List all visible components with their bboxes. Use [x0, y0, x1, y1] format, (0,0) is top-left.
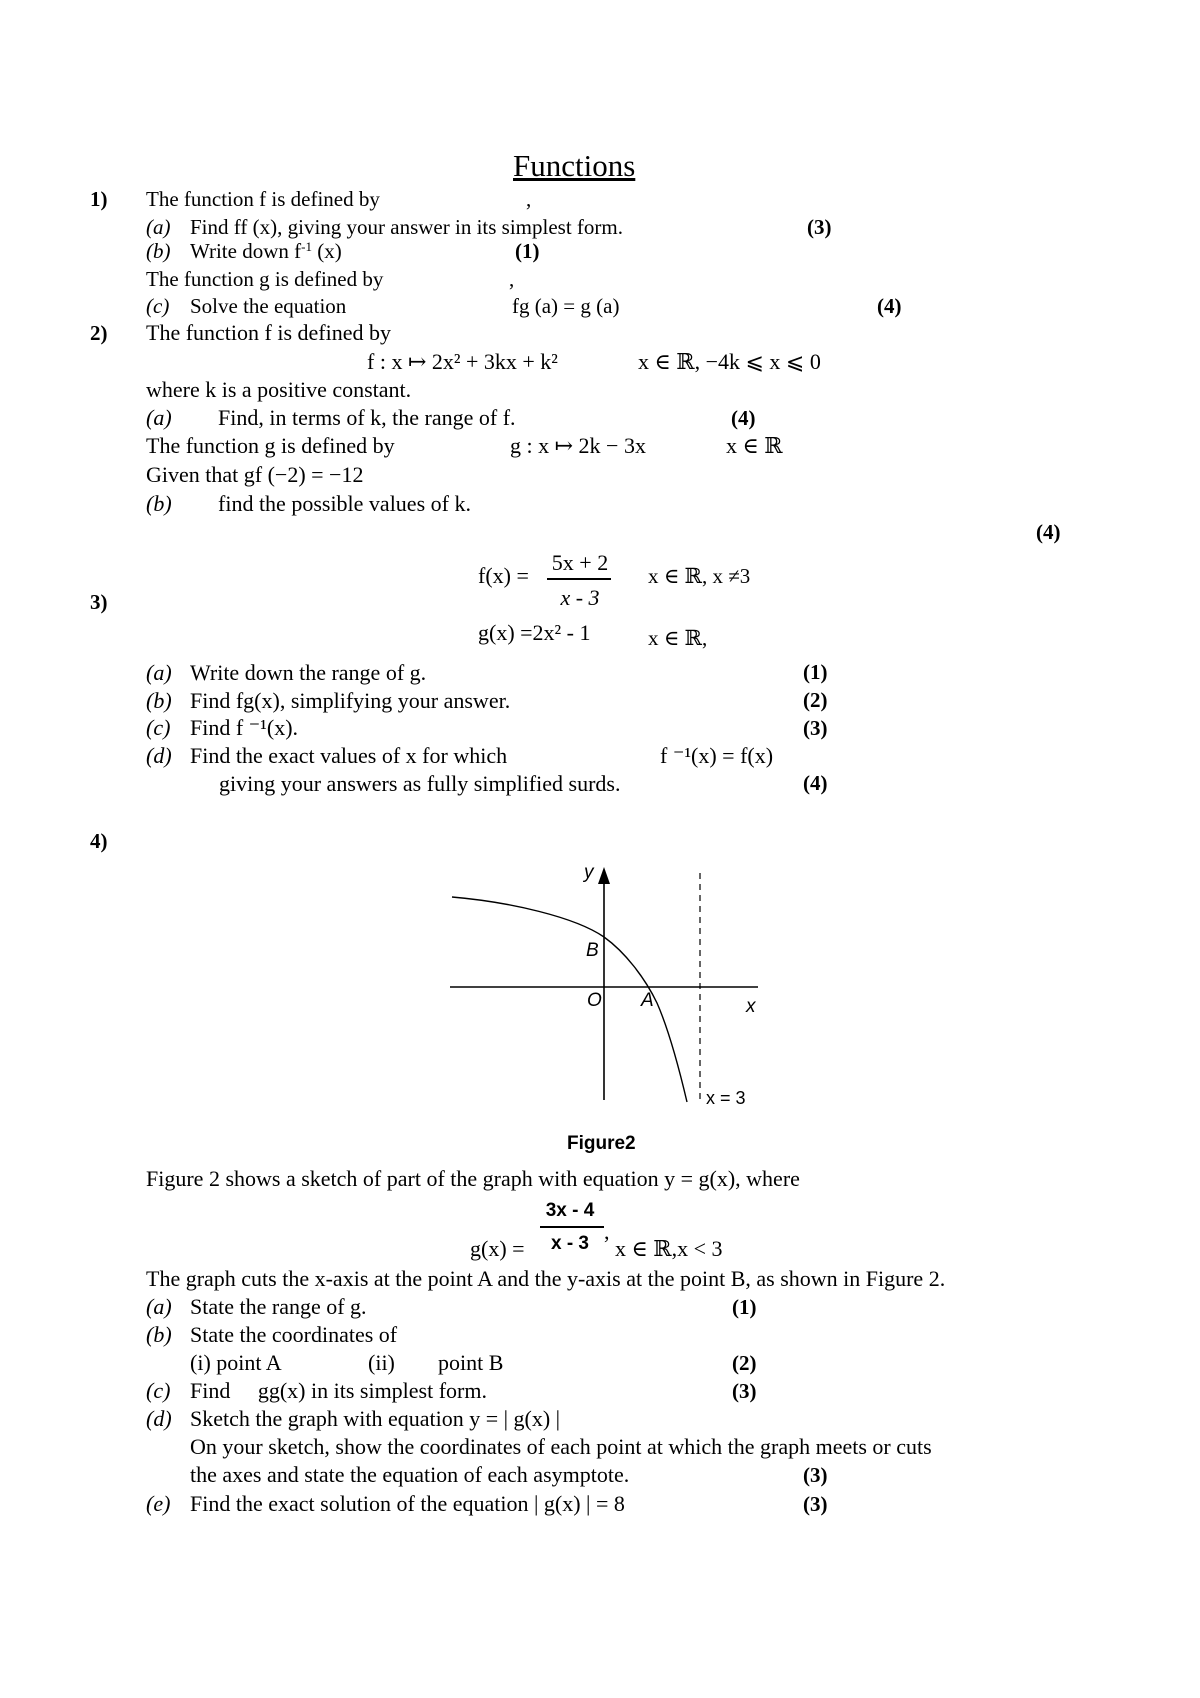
- q4-a-label: (a): [146, 1294, 172, 1319]
- x-axis-label: x: [746, 996, 756, 1017]
- q4-b-ii-text: point B: [438, 1350, 504, 1375]
- q1-a-marks: (3): [807, 215, 832, 239]
- y-axis-arrowhead: [598, 867, 610, 884]
- q4-b-i: (i) point A: [190, 1350, 282, 1375]
- q4-intro: Figure 2 shows a sketch of part of the graph with equation y = g(x), where: [146, 1166, 800, 1191]
- q3-c-text: Find f ⁻¹(x).: [190, 715, 299, 740]
- q3-f-domain: x ∈ ℝ, x ≠3: [648, 564, 751, 588]
- q4-g-comma: ,: [604, 1219, 610, 1244]
- q3-d-text2: giving your answers as fully simplified surds.: [219, 771, 621, 796]
- q1-b-label: (b): [146, 239, 171, 263]
- q3-c-marks: (3): [803, 716, 828, 740]
- q4-g-numerator: 3x - 4: [545, 1200, 595, 1221]
- q3-g-domain: x ∈ ℝ,: [648, 626, 708, 650]
- q4-d-text: Sketch the graph with equation y = | g(x) |: [190, 1406, 561, 1431]
- q1-number: 1): [90, 187, 108, 211]
- q1-line2: The function g is defined by: [146, 267, 384, 291]
- asymptote-label: x = 3: [706, 1088, 746, 1108]
- q4-d-text2: On your sketch, show the coordinates of each point at which the graph meets or cuts: [190, 1434, 932, 1459]
- q1-line1: The function f is defined by: [146, 187, 380, 211]
- q2-line1: The function f is defined by: [146, 320, 391, 345]
- point-b-label: B: [586, 940, 599, 961]
- q4-e-marks: (3): [803, 1492, 828, 1516]
- q3-a-marks: (1): [803, 660, 828, 684]
- q1-c-text: Solve the equation: [190, 294, 347, 318]
- q2-line3: The function g is defined by: [146, 433, 395, 458]
- q2-a-label: (a): [146, 405, 172, 430]
- q4-d-text3: the axes and state the equation of each asymptote.: [190, 1462, 630, 1487]
- q2-a-marks: (4): [731, 406, 756, 430]
- q4-g-fraction-bar: [540, 1226, 604, 1228]
- q4-b-label: (b): [146, 1322, 172, 1347]
- q2-b-text: find the possible values of k.: [218, 491, 471, 516]
- q4-a-text: State the range of g.: [190, 1294, 367, 1319]
- q3-b-text: Find fg(x), simplifying your answer.: [190, 688, 511, 713]
- q4-g-denominator: x - 3: [550, 1233, 590, 1254]
- origin-label: O: [587, 990, 602, 1011]
- y-axis-label: y: [584, 862, 594, 883]
- q1-c-marks: (4): [877, 294, 902, 318]
- q3-f-denominator: x - 3: [560, 585, 600, 610]
- q4-line2: The graph cuts the x-axis at the point A and the y-axis at the point B, as shown in Figure 2.: [146, 1266, 946, 1291]
- q4-a-marks: (1): [732, 1295, 757, 1319]
- q4-d-marks: (3): [803, 1463, 828, 1487]
- q4-c-marks: (3): [732, 1379, 757, 1403]
- q3-d-label: (d): [146, 743, 172, 768]
- q2-f-domain: x ∈ ℝ, −4k ⩽ x ⩽ 0: [638, 349, 821, 374]
- q2-f-definition: f : x ↦ 2x² + 3kx + k²: [367, 349, 558, 374]
- q3-b-marks: (2): [803, 688, 828, 712]
- q3-number: 3): [90, 590, 108, 614]
- q1-c-equation: fg (a) = g (a): [512, 294, 620, 318]
- q2-g-domain: x ∈ ℝ: [726, 433, 783, 458]
- q3-b-label: (b): [146, 688, 172, 713]
- q3-g-definition: g(x) =2x² - 1: [478, 620, 591, 645]
- q4-b-marks: (2): [732, 1351, 757, 1375]
- q1-comma2: ,: [509, 267, 515, 291]
- q3-f-numerator: 5x + 2: [551, 550, 609, 575]
- q3-d-text: Find the exact values of x for which: [190, 743, 508, 768]
- q2-g-definition: g : x ↦ 2k − 3x: [510, 433, 646, 458]
- q2-line4: Given that gf (−2) = −12: [146, 462, 364, 487]
- q3-d-equation: f ⁻¹(x) = f(x): [660, 743, 774, 768]
- q1-a-label: (a): [146, 215, 171, 239]
- q4-d-label: (d): [146, 1406, 172, 1431]
- q4-g-domain: x ∈ ℝ,x < 3: [615, 1236, 723, 1261]
- q1-b-marks: (1): [515, 239, 540, 263]
- q3-a-text: Write down the range of g.: [190, 660, 427, 685]
- q3-d-marks: (4): [803, 771, 828, 795]
- q4-e-label: (e): [146, 1491, 171, 1516]
- q2-a-text: Find, in terms of k, the range of f.: [218, 405, 516, 430]
- q4-b-text: State the coordinates of: [190, 1322, 398, 1347]
- q4-g-lhs: g(x) =: [470, 1236, 525, 1261]
- q2-number: 2): [90, 321, 108, 345]
- q4-number: 4): [90, 829, 108, 853]
- q1-a-text: Find ff (x), giving your answer in its simplest form.: [190, 215, 623, 239]
- page-title: Functions: [513, 148, 636, 183]
- q1-comma1: ,: [526, 187, 532, 211]
- q3-f-lhs: f(x) =: [478, 563, 529, 588]
- q4-b-ii: (ii): [368, 1350, 395, 1375]
- q4-e-text: Find the exact solution of the equation | g(x) | = 8: [190, 1491, 625, 1516]
- q1-c-label: (c): [146, 294, 170, 318]
- q2-b-marks: (4): [1036, 520, 1061, 544]
- q3-a-label: (a): [146, 660, 172, 685]
- q2-b-label: (b): [146, 491, 172, 516]
- q2-line2: where k is a positive constant.: [146, 377, 412, 402]
- q4-c-text: Find gg(x) in its simplest form.: [190, 1378, 487, 1403]
- q1-b-text: Write down $f^{-1}$ (x): [190, 238, 342, 263]
- q4-c-label: (c): [146, 1378, 171, 1403]
- q3-c-label: (c): [146, 715, 171, 740]
- point-a-label: A: [641, 990, 654, 1011]
- figure-caption: Figure2: [567, 1133, 636, 1154]
